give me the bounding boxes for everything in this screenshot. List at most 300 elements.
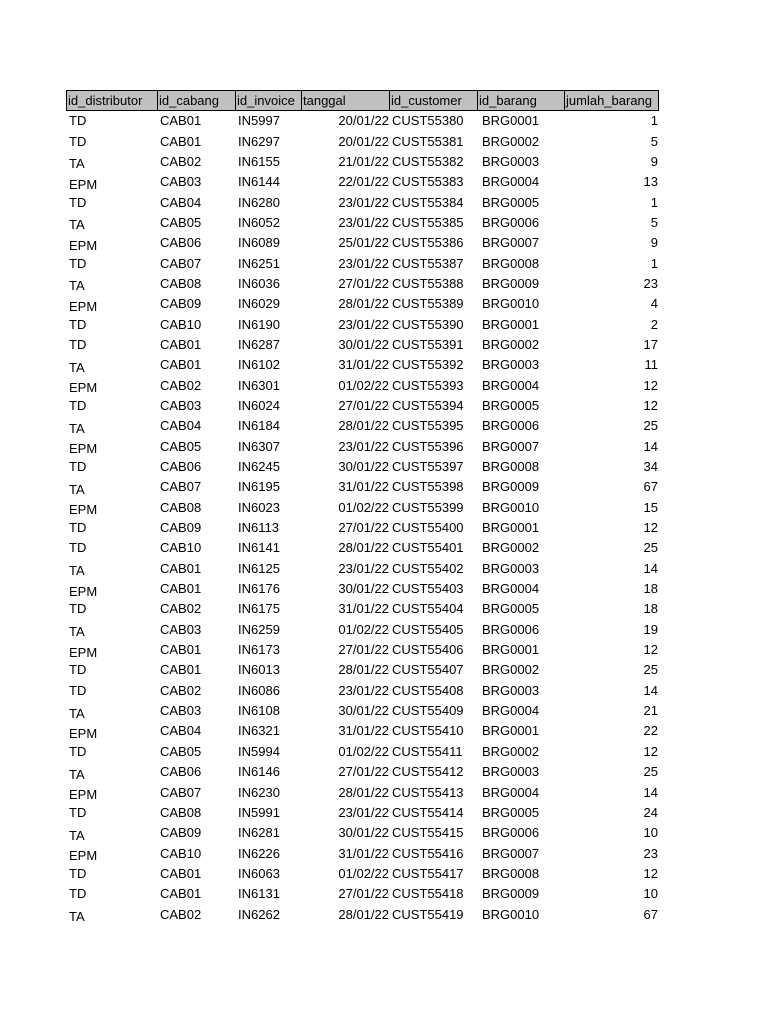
cell-id-invoice[interactable]: IN6141 — [238, 540, 280, 556]
cell-id-cabang[interactable]: CAB01 — [160, 642, 202, 658]
cell-tanggal[interactable]: 01/02/22 — [338, 743, 389, 759]
cell-tanggal[interactable]: 23/01/22 — [338, 438, 389, 454]
cell-tanggal[interactable]: 28/01/22 — [338, 784, 389, 800]
cell-tanggal[interactable]: 01/02/22 — [338, 377, 389, 393]
cell-id-invoice[interactable]: IN6301 — [238, 377, 280, 393]
cell-id-barang[interactable]: BRG0007 — [482, 235, 540, 251]
cell-id-cabang[interactable]: CAB07 — [160, 784, 202, 800]
cell-id-distributor[interactable]: TD — [69, 540, 87, 556]
cell-id-barang[interactable]: BRG0009 — [482, 886, 540, 902]
cell-id-distributor[interactable]: TA — [69, 359, 85, 375]
cell-id-customer[interactable]: CUST55383 — [392, 174, 464, 190]
cell-id-distributor[interactable]: TA — [69, 481, 85, 497]
cell-jumlah-barang[interactable]: 67 — [643, 479, 658, 495]
cell-id-barang[interactable]: BRG0002 — [482, 540, 540, 556]
cell-tanggal[interactable]: 28/01/22 — [338, 906, 389, 922]
cell-id-cabang[interactable]: CAB02 — [160, 682, 202, 698]
cell-id-distributor[interactable]: TA — [69, 563, 85, 579]
table-row — [66, 864, 660, 884]
cell-id-invoice[interactable]: IN6230 — [238, 784, 280, 800]
header-tanggal[interactable]: tanggal — [301, 90, 390, 111]
cell-id-barang[interactable]: BRG0002 — [482, 133, 540, 149]
cell-id-barang[interactable]: BRG0004 — [482, 581, 540, 597]
cell-id-invoice[interactable]: IN6281 — [238, 825, 280, 841]
cell-id-distributor[interactable]: EPM — [69, 848, 98, 864]
cell-id-customer[interactable]: CUST55386 — [392, 235, 464, 251]
cell-id-cabang[interactable]: CAB08 — [160, 275, 202, 291]
cell-jumlah-barang[interactable]: 25 — [643, 764, 658, 780]
cell-id-invoice[interactable]: IN6113 — [238, 520, 279, 536]
cell-jumlah-barang[interactable]: 25 — [643, 662, 658, 678]
cell-id-distributor[interactable]: EPM — [69, 583, 98, 599]
cell-id-customer[interactable]: CUST55385 — [392, 214, 464, 230]
cell-id-cabang[interactable]: CAB09 — [160, 825, 202, 841]
cell-id-distributor[interactable]: EPM — [69, 787, 98, 803]
cell-id-customer[interactable]: CUST55411 — [392, 743, 463, 759]
cell-id-cabang[interactable]: CAB02 — [160, 153, 202, 169]
cell-id-barang[interactable]: BRG0001 — [482, 642, 540, 658]
cell-tanggal[interactable]: 23/01/22 — [338, 214, 389, 230]
cell-tanggal[interactable]: 27/01/22 — [338, 397, 389, 413]
cell-id-distributor[interactable]: TD — [69, 397, 87, 413]
cell-id-cabang[interactable]: CAB02 — [160, 906, 202, 922]
cell-jumlah-barang[interactable]: 12 — [643, 865, 658, 881]
cell-id-cabang[interactable]: CAB04 — [160, 723, 202, 739]
cell-id-barang[interactable]: BRG0004 — [482, 703, 540, 719]
cell-id-distributor[interactable]: TD — [69, 865, 87, 881]
cell-tanggal[interactable]: 23/01/22 — [338, 804, 389, 820]
cell-jumlah-barang[interactable]: 5 — [650, 133, 658, 149]
cell-id-barang[interactable]: BRG0004 — [482, 377, 540, 393]
cell-id-customer[interactable]: CUST55416 — [392, 845, 464, 861]
cell-id-distributor[interactable]: TD — [69, 133, 87, 149]
table-row — [66, 660, 660, 680]
cell-id-barang[interactable]: BRG0003 — [482, 682, 540, 698]
cell-id-barang[interactable]: BRG0005 — [482, 804, 540, 820]
cell-id-cabang[interactable]: CAB06 — [160, 235, 202, 251]
cell-id-barang[interactable]: BRG0005 — [482, 397, 540, 413]
cell-id-cabang[interactable]: CAB01 — [160, 357, 202, 373]
cell-id-barang[interactable]: BRG0001 — [482, 113, 540, 129]
cell-id-customer[interactable]: CUST55406 — [392, 642, 464, 658]
cell-id-invoice[interactable]: IN6321 — [238, 723, 280, 739]
cell-id-customer[interactable]: CUST55396 — [392, 438, 464, 454]
cell-id-invoice[interactable]: IN6262 — [238, 906, 280, 922]
cell-id-barang[interactable]: BRG0005 — [482, 601, 540, 617]
cell-id-customer[interactable]: CUST55408 — [392, 682, 464, 698]
cell-jumlah-barang[interactable]: 4 — [650, 296, 658, 312]
cell-id-distributor[interactable]: EPM — [69, 441, 98, 457]
cell-id-customer[interactable]: CUST55380 — [392, 113, 464, 129]
cell-jumlah-barang[interactable]: 34 — [643, 459, 658, 475]
cell-id-invoice[interactable]: IN6024 — [238, 397, 280, 413]
cell-id-barang[interactable]: BRG0006 — [482, 214, 540, 230]
cell-id-barang[interactable]: BRG0001 — [482, 723, 540, 739]
cell-id-cabang[interactable]: CAB03 — [160, 703, 202, 719]
cell-id-barang[interactable]: BRG0003 — [482, 357, 540, 373]
cell-id-customer[interactable]: CUST55395 — [392, 418, 464, 434]
cell-jumlah-barang[interactable]: 1 — [650, 113, 658, 129]
cell-id-cabang[interactable]: CAB10 — [160, 540, 202, 556]
cell-id-invoice[interactable]: IN6108 — [238, 703, 280, 719]
cell-id-barang[interactable]: BRG0009 — [482, 479, 540, 495]
cell-id-customer[interactable]: CUST55402 — [392, 560, 464, 576]
cell-id-invoice[interactable]: IN6052 — [238, 214, 280, 230]
cell-id-cabang[interactable]: CAB10 — [160, 845, 202, 861]
cell-id-distributor[interactable]: TA — [69, 909, 85, 925]
cell-id-cabang[interactable]: CAB03 — [160, 621, 202, 637]
table-row — [66, 437, 660, 457]
cell-id-distributor[interactable]: EPM — [69, 644, 98, 660]
cell-id-customer[interactable]: CUST55401 — [392, 540, 464, 556]
cell-tanggal[interactable]: 23/01/22 — [338, 194, 389, 210]
cell-id-invoice[interactable]: IN6086 — [238, 682, 280, 698]
cell-id-barang[interactable]: BRG0006 — [482, 825, 540, 841]
cell-id-barang[interactable]: BRG0003 — [482, 153, 540, 169]
cell-id-distributor[interactable]: TD — [69, 520, 87, 536]
cell-jumlah-barang[interactable]: 25 — [643, 540, 658, 556]
cell-jumlah-barang[interactable]: 23 — [643, 845, 658, 861]
cell-tanggal[interactable]: 22/01/22 — [338, 174, 389, 190]
header-id-barang[interactable]: id_barang — [477, 90, 565, 111]
cell-id-cabang[interactable]: CAB01 — [160, 560, 202, 576]
cell-jumlah-barang[interactable]: 18 — [643, 601, 658, 617]
cell-id-customer[interactable]: CUST55405 — [392, 621, 464, 637]
cell-id-customer[interactable]: CUST55398 — [392, 479, 464, 495]
cell-jumlah-barang[interactable]: 12 — [643, 642, 658, 658]
cell-id-cabang[interactable]: CAB01 — [160, 133, 202, 149]
cell-id-invoice[interactable]: IN6245 — [238, 459, 280, 475]
cell-id-distributor[interactable]: TA — [69, 278, 85, 294]
cell-id-distributor[interactable]: TD — [69, 316, 87, 332]
cell-id-customer[interactable]: CUST55392 — [392, 357, 464, 373]
cell-tanggal[interactable]: 27/01/22 — [338, 520, 389, 536]
table-row — [66, 375, 660, 395]
cell-id-customer[interactable]: CUST55397 — [392, 459, 464, 475]
cell-tanggal[interactable]: 27/01/22 — [338, 764, 389, 780]
cell-id-barang[interactable]: BRG0006 — [482, 621, 540, 637]
cell-tanggal[interactable]: 20/01/22 — [338, 113, 389, 129]
cell-tanggal[interactable]: 01/02/22 — [338, 865, 389, 881]
cell-tanggal[interactable]: 01/02/22 — [338, 499, 389, 515]
cell-id-distributor[interactable]: TA — [69, 766, 85, 782]
cell-id-cabang[interactable]: CAB01 — [160, 581, 202, 597]
cell-tanggal[interactable]: 30/01/22 — [338, 581, 389, 597]
cell-jumlah-barang[interactable]: 14 — [643, 560, 658, 576]
cell-tanggal[interactable]: 28/01/22 — [338, 296, 389, 312]
cell-id-cabang[interactable]: CAB07 — [160, 255, 202, 271]
cell-id-distributor[interactable]: TD — [69, 662, 87, 678]
cell-id-invoice[interactable]: IN6146 — [238, 764, 280, 780]
cell-tanggal[interactable]: 27/01/22 — [338, 642, 389, 658]
cell-tanggal[interactable]: 27/01/22 — [338, 886, 389, 902]
cell-id-barang[interactable]: BRG0006 — [482, 418, 540, 434]
cell-id-invoice[interactable]: IN6280 — [238, 194, 280, 210]
cell-id-invoice[interactable]: IN6089 — [238, 235, 280, 251]
spreadsheet-table — [66, 90, 660, 925]
header-id-cabang[interactable]: id_cabang — [157, 90, 236, 111]
cell-id-invoice[interactable]: IN6102 — [238, 357, 280, 373]
cell-id-barang[interactable]: BRG0010 — [482, 906, 540, 922]
cell-tanggal[interactable]: 20/01/22 — [338, 133, 389, 149]
cell-jumlah-barang[interactable]: 14 — [643, 438, 658, 454]
cell-id-invoice[interactable]: IN5997 — [238, 113, 280, 129]
cell-id-barang[interactable]: BRG0003 — [482, 764, 540, 780]
cell-id-distributor[interactable]: EPM — [69, 502, 98, 518]
cell-id-cabang[interactable]: CAB05 — [160, 214, 202, 230]
cell-jumlah-barang[interactable]: 12 — [643, 397, 658, 413]
cell-id-customer[interactable]: CUST55384 — [392, 194, 464, 210]
cell-id-distributor[interactable]: TD — [69, 459, 87, 475]
cell-id-invoice[interactable]: IN6297 — [238, 133, 280, 149]
cell-tanggal[interactable]: 23/01/22 — [338, 255, 389, 271]
cell-tanggal[interactable]: 31/01/22 — [338, 845, 389, 861]
cell-id-customer[interactable]: CUST55381 — [392, 133, 464, 149]
cell-jumlah-barang[interactable]: 13 — [643, 174, 658, 190]
cell-id-cabang[interactable]: CAB07 — [160, 479, 202, 495]
cell-id-cabang[interactable]: CAB01 — [160, 113, 202, 129]
cell-tanggal[interactable]: 23/01/22 — [338, 682, 389, 698]
cell-id-invoice[interactable]: IN6029 — [238, 296, 280, 312]
cell-jumlah-barang[interactable]: 10 — [643, 825, 658, 841]
cell-jumlah-barang[interactable]: 11 — [644, 357, 658, 373]
cell-id-invoice[interactable]: IN6131 — [238, 886, 280, 902]
cell-id-distributor[interactable]: EPM — [69, 725, 98, 741]
header-jumlah-barang[interactable]: jumlah_barang — [564, 90, 659, 111]
cell-id-invoice[interactable]: IN6184 — [238, 418, 280, 434]
cell-id-cabang[interactable]: CAB02 — [160, 601, 202, 617]
cell-id-cabang[interactable]: CAB04 — [160, 418, 202, 434]
cell-id-cabang[interactable]: CAB01 — [160, 886, 202, 902]
cell-id-distributor[interactable]: TD — [69, 601, 87, 617]
header-id-distributor[interactable]: id_distributor — [66, 90, 158, 111]
cell-id-customer[interactable]: CUST55399 — [392, 499, 464, 515]
table-row — [66, 111, 660, 131]
cell-id-cabang[interactable]: CAB01 — [160, 662, 202, 678]
cell-id-invoice[interactable]: IN6190 — [238, 316, 280, 332]
cell-jumlah-barang[interactable]: 22 — [643, 723, 658, 739]
cell-id-distributor[interactable]: EPM — [69, 380, 98, 396]
cell-jumlah-barang[interactable]: 12 — [643, 377, 658, 393]
cell-id-invoice[interactable]: IN5994 — [238, 743, 280, 759]
cell-jumlah-barang[interactable]: 67 — [643, 906, 658, 922]
cell-jumlah-barang[interactable]: 1 — [650, 194, 658, 210]
cell-id-customer[interactable]: CUST55414 — [392, 804, 464, 820]
cell-tanggal[interactable]: 30/01/22 — [338, 459, 389, 475]
cell-id-customer[interactable]: CUST55382 — [392, 153, 464, 169]
cell-id-cabang[interactable]: CAB02 — [160, 377, 202, 393]
table-row — [66, 314, 660, 334]
cell-id-barang[interactable]: BRG0007 — [482, 438, 540, 454]
cell-tanggal[interactable]: 28/01/22 — [338, 418, 389, 434]
cell-id-invoice[interactable]: IN6023 — [238, 499, 280, 515]
cell-id-cabang[interactable]: CAB10 — [160, 316, 202, 332]
cell-id-invoice[interactable]: IN6155 — [238, 153, 280, 169]
cell-jumlah-barang[interactable]: 2 — [650, 316, 658, 332]
cell-id-distributor[interactable]: TA — [69, 217, 85, 233]
cell-id-customer[interactable]: CUST55415 — [392, 825, 464, 841]
cell-id-invoice[interactable]: IN6226 — [238, 845, 280, 861]
cell-id-customer[interactable]: CUST55394 — [392, 397, 464, 413]
cell-tanggal[interactable]: 01/02/22 — [338, 621, 389, 637]
cell-tanggal[interactable]: 27/01/22 — [338, 275, 389, 291]
cell-id-customer[interactable]: CUST55419 — [392, 906, 464, 922]
cell-id-cabang[interactable]: CAB05 — [160, 743, 202, 759]
cell-id-barang[interactable]: BRG0001 — [482, 520, 540, 536]
cell-id-invoice[interactable]: IN6195 — [238, 479, 280, 495]
cell-id-distributor[interactable]: EPM — [69, 237, 98, 253]
cell-tanggal[interactable]: 25/01/22 — [338, 235, 389, 251]
cell-tanggal[interactable]: 28/01/22 — [338, 540, 389, 556]
cell-id-customer[interactable]: CUST55400 — [392, 520, 464, 536]
cell-id-distributor[interactable]: TD — [69, 682, 87, 698]
cell-id-invoice[interactable]: IN6036 — [238, 275, 280, 291]
cell-id-cabang[interactable]: CAB06 — [160, 459, 202, 475]
cell-id-invoice[interactable]: IN6307 — [238, 438, 280, 454]
cell-jumlah-barang[interactable]: 12 — [643, 520, 658, 536]
cell-id-customer[interactable]: CUST55404 — [392, 601, 464, 617]
cell-id-customer[interactable]: CUST55409 — [392, 703, 464, 719]
cell-id-invoice[interactable]: IN6175 — [238, 601, 280, 617]
cell-id-distributor[interactable]: TA — [69, 156, 85, 172]
cell-jumlah-barang[interactable]: 19 — [643, 621, 658, 637]
cell-id-customer[interactable]: CUST55391 — [392, 336, 464, 352]
cell-id-distributor[interactable]: TD — [69, 804, 87, 820]
cell-id-barang[interactable]: BRG0002 — [482, 743, 540, 759]
cell-id-cabang[interactable]: CAB09 — [160, 520, 202, 536]
cell-id-cabang[interactable]: CAB08 — [160, 804, 202, 820]
cell-id-distributor[interactable]: TD — [69, 194, 87, 210]
cell-id-customer[interactable]: CUST55403 — [392, 581, 464, 597]
cell-jumlah-barang[interactable]: 23 — [643, 275, 658, 291]
cell-id-customer[interactable]: CUST55393 — [392, 377, 464, 393]
cell-id-customer[interactable]: CUST55390 — [392, 316, 464, 332]
cell-id-barang[interactable]: BRG0009 — [482, 275, 540, 291]
cell-id-distributor[interactable]: TA — [69, 420, 85, 436]
cell-id-cabang[interactable]: CAB03 — [160, 397, 202, 413]
cell-jumlah-barang[interactable]: 18 — [643, 581, 658, 597]
cell-id-customer[interactable]: CUST55413 — [392, 784, 464, 800]
cell-id-customer[interactable]: CUST55387 — [392, 255, 464, 271]
cell-id-invoice[interactable]: IN5991 — [238, 804, 280, 820]
table-row — [66, 233, 660, 253]
cell-id-distributor[interactable]: TD — [69, 743, 87, 759]
cell-id-distributor[interactable]: TA — [69, 827, 85, 843]
cell-id-customer[interactable]: CUST55407 — [392, 662, 464, 678]
cell-id-cabang[interactable]: CAB04 — [160, 194, 202, 210]
cell-jumlah-barang[interactable]: 5 — [650, 214, 658, 230]
cell-id-barang[interactable]: BRG0008 — [482, 255, 540, 271]
cell-id-distributor[interactable]: TA — [69, 624, 85, 640]
cell-id-customer[interactable]: CUST55388 — [392, 275, 464, 291]
cell-tanggal[interactable]: 31/01/22 — [338, 479, 389, 495]
cell-id-customer[interactable]: CUST55410 — [392, 723, 464, 739]
cell-id-invoice[interactable]: IN6013 — [238, 662, 280, 678]
cell-tanggal[interactable]: 30/01/22 — [338, 336, 389, 352]
cell-jumlah-barang[interactable]: 21 — [643, 703, 658, 719]
cell-jumlah-barang[interactable]: 9 — [650, 153, 658, 169]
cell-id-barang[interactable]: BRG0003 — [482, 560, 540, 576]
cell-id-customer[interactable]: CUST55417 — [392, 865, 464, 881]
cell-id-barang[interactable]: BRG0005 — [482, 194, 540, 210]
cell-id-barang[interactable]: BRG0001 — [482, 316, 540, 332]
cell-id-customer[interactable]: CUST55389 — [392, 296, 464, 312]
cell-id-barang[interactable]: BRG0002 — [482, 336, 540, 352]
cell-id-barang[interactable]: BRG0004 — [482, 174, 540, 190]
cell-id-invoice[interactable]: IN6144 — [238, 174, 280, 190]
cell-id-distributor[interactable]: TD — [69, 336, 87, 352]
cell-id-cabang[interactable]: CAB05 — [160, 438, 202, 454]
cell-id-customer[interactable]: CUST55412 — [392, 764, 464, 780]
cell-id-invoice[interactable]: IN6063 — [238, 865, 280, 881]
header-row — [66, 90, 660, 111]
cell-id-distributor[interactable]: TA — [69, 705, 85, 721]
cell-jumlah-barang[interactable]: 14 — [643, 784, 658, 800]
cell-id-distributor[interactable]: TD — [69, 886, 87, 902]
cell-id-cabang[interactable]: CAB08 — [160, 499, 202, 515]
cell-id-invoice[interactable]: IN6259 — [238, 621, 280, 637]
cell-id-barang[interactable]: BRG0010 — [482, 296, 540, 312]
cell-tanggal[interactable]: 30/01/22 — [338, 703, 389, 719]
header-id-customer[interactable]: id_customer — [389, 90, 478, 111]
cell-id-barang[interactable]: BRG0002 — [482, 662, 540, 678]
cell-id-invoice[interactable]: IN6125 — [238, 560, 280, 576]
cell-jumlah-barang[interactable]: 25 — [643, 418, 658, 434]
cell-tanggal[interactable]: 31/01/22 — [338, 357, 389, 373]
cell-id-cabang[interactable]: CAB09 — [160, 296, 202, 312]
cell-id-cabang[interactable]: CAB01 — [160, 336, 202, 352]
cell-id-barang[interactable]: BRG0007 — [482, 845, 540, 861]
cell-tanggal[interactable]: 31/01/22 — [338, 601, 389, 617]
cell-id-distributor[interactable]: EPM — [69, 298, 98, 314]
cell-id-barang[interactable]: BRG0008 — [482, 865, 540, 881]
cell-id-invoice[interactable]: IN6176 — [238, 581, 280, 597]
cell-jumlah-barang[interactable]: 17 — [643, 336, 658, 352]
cell-tanggal[interactable]: 30/01/22 — [338, 825, 389, 841]
header-id-invoice[interactable]: id_invoice — [235, 90, 302, 111]
cell-jumlah-barang[interactable]: 9 — [650, 235, 658, 251]
cell-jumlah-barang[interactable]: 15 — [643, 499, 658, 515]
cell-id-customer[interactable]: CUST55418 — [392, 886, 464, 902]
cell-id-invoice[interactable]: IN6287 — [238, 336, 280, 352]
cell-tanggal[interactable]: 23/01/22 — [338, 316, 389, 332]
cell-id-distributor[interactable]: EPM — [69, 176, 98, 192]
cell-jumlah-barang[interactable]: 24 — [643, 804, 658, 820]
table-row — [66, 498, 660, 518]
cell-tanggal[interactable]: 31/01/22 — [338, 723, 389, 739]
table-row — [66, 721, 660, 741]
cell-id-invoice[interactable]: IN6173 — [238, 642, 280, 658]
cell-id-cabang[interactable]: CAB06 — [160, 764, 202, 780]
cell-jumlah-barang[interactable]: 14 — [643, 682, 658, 698]
table-row — [66, 904, 660, 924]
cell-jumlah-barang[interactable]: 12 — [643, 743, 658, 759]
cell-id-invoice[interactable]: IN6251 — [238, 255, 280, 271]
cell-id-distributor[interactable]: TD — [69, 255, 87, 271]
cell-id-barang[interactable]: BRG0008 — [482, 459, 540, 475]
cell-id-barang[interactable]: BRG0004 — [482, 784, 540, 800]
cell-id-cabang[interactable]: CAB03 — [160, 174, 202, 190]
cell-jumlah-barang[interactable]: 1 — [650, 255, 658, 271]
cell-tanggal[interactable]: 28/01/22 — [338, 662, 389, 678]
cell-tanggal[interactable]: 21/01/22 — [338, 153, 389, 169]
cell-id-barang[interactable]: BRG0010 — [482, 499, 540, 515]
cell-id-distributor[interactable]: TD — [69, 113, 87, 129]
table-row — [66, 579, 660, 599]
cell-id-cabang[interactable]: CAB01 — [160, 865, 202, 881]
cell-tanggal[interactable]: 23/01/22 — [338, 560, 389, 576]
cell-jumlah-barang[interactable]: 10 — [643, 886, 658, 902]
